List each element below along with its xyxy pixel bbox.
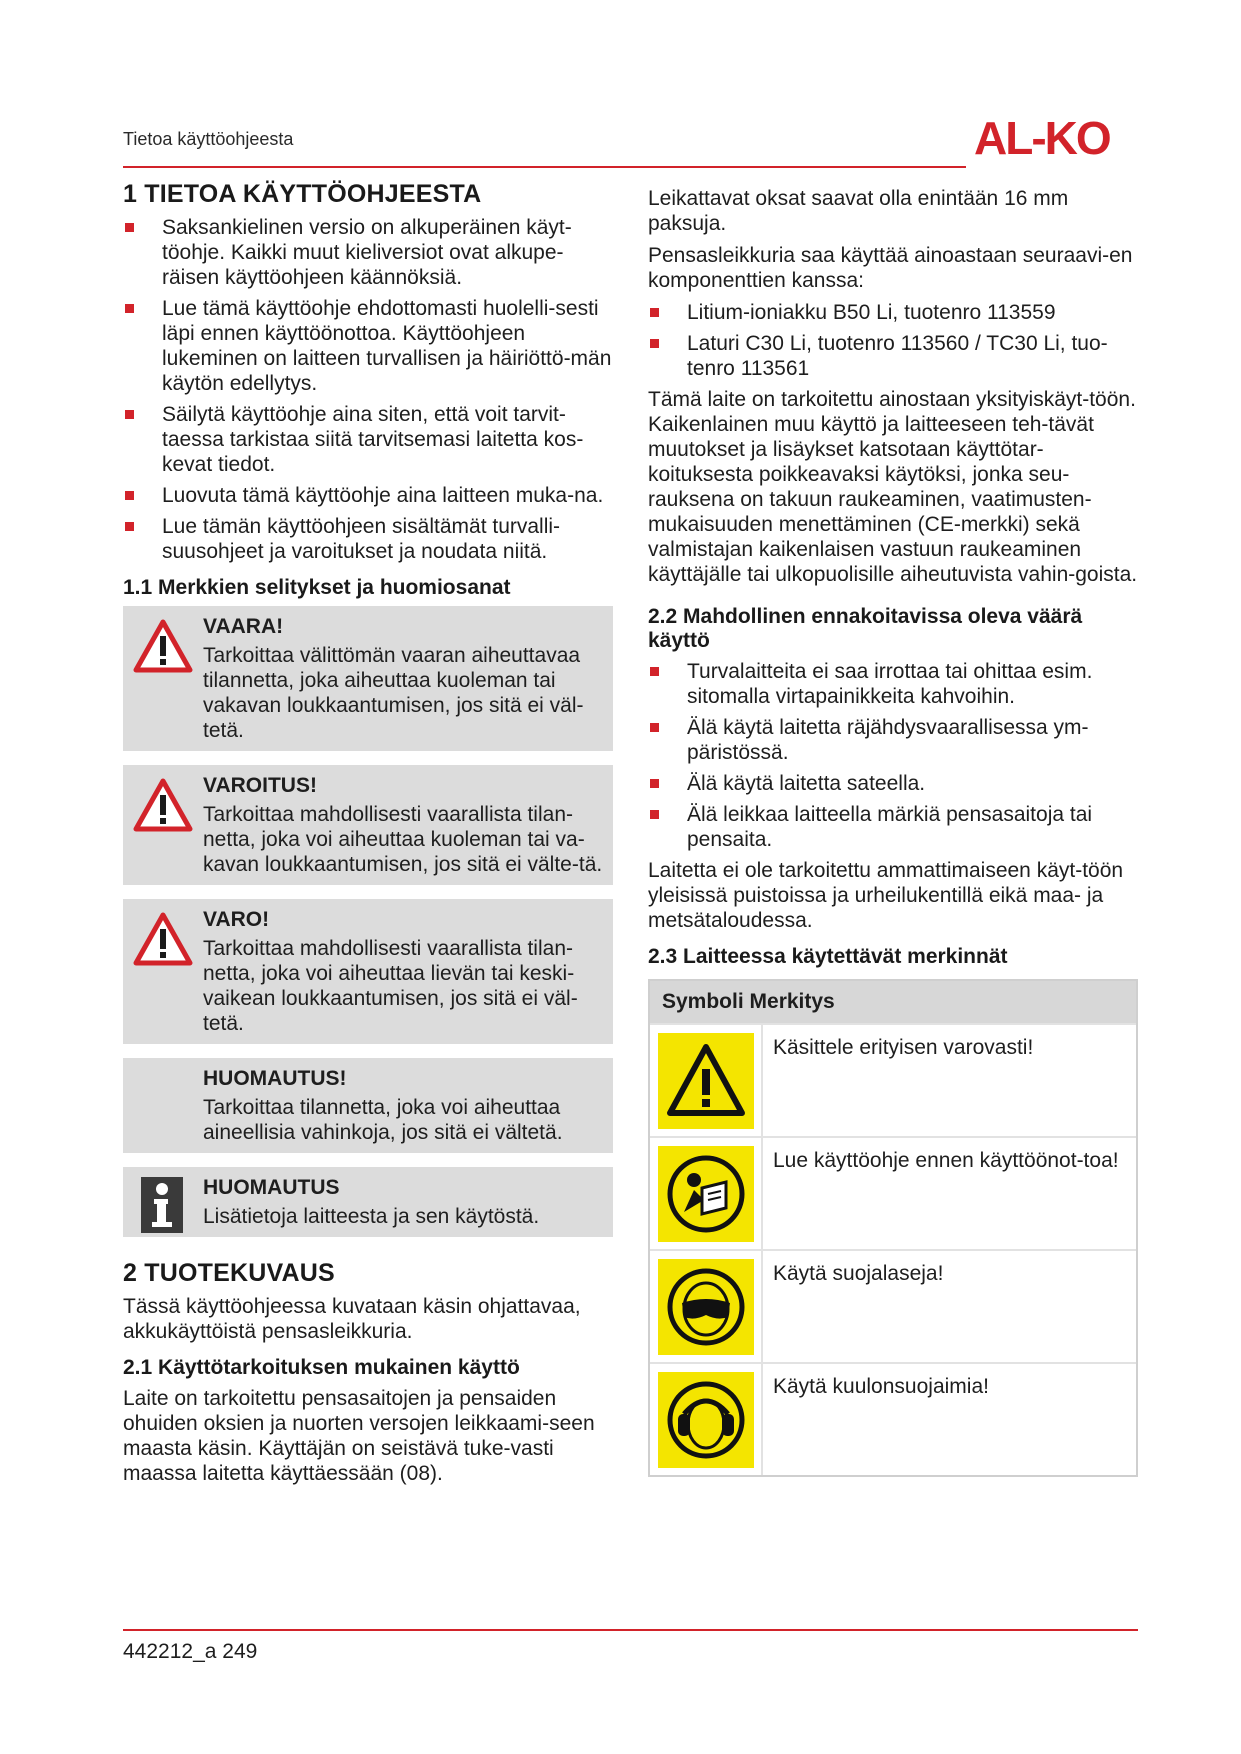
- symbol-meaning: Käsittele erityisen varovasti!: [773, 1036, 1034, 1059]
- section22-title: 2.2 Mahdollinen ennakoitavissa oleva väärä käyttö: [648, 605, 1083, 652]
- notice-note: [123, 1058, 613, 1153]
- table-row: [650, 1023, 1136, 1136]
- section21-title: 2.1 Käyttötarkoituksen mukainen käyttö: [123, 1356, 520, 1379]
- table-header: Symboli Merkitys: [650, 981, 1136, 1023]
- notice-title: VAROITUS!: [203, 774, 317, 797]
- section1-title: 1 TIETOA KÄYTTÖOHJEESTA: [123, 180, 482, 208]
- symbol-meaning: Käytä suojalaseja!: [773, 1262, 944, 1285]
- table-row: [650, 1136, 1136, 1249]
- notice-info: [123, 1167, 613, 1237]
- list-item: Säilytä käyttöohje aina siten, että voit tarvit-taessa tarkistaa siitä tarvitsemasi laitetta kos-kevat tiedot.: [123, 402, 613, 477]
- section2-title: 2 TUOTEKUVAUS: [123, 1259, 335, 1287]
- list-item: Älä käytä laitetta räjähdysvaarallisessa ym-päristössä.: [648, 715, 1138, 765]
- list-item: Älä käytä laitetta sateella.: [648, 771, 1138, 796]
- notice-title: HUOMAUTUS: [203, 1176, 340, 1199]
- list-item: Älä leikkaa laitteella märkiä pensasaitoja tai pensaita.: [648, 802, 1138, 852]
- misuse-list: [648, 659, 1138, 852]
- private-use-text: Tämä laite on tarkoitettu ainostaan yksityiskäyt-töön. Kaikenlainen muu käyttö ja laitteeseen teh-tävät muutokset ja lisäykset katsotaan käyttötar-koituksesta poikkeavaksi käytöksi, jonka seu-rauksena on takuun raukeaminen, vaatimusten-mukaisuuden menettäminen (CE-merkki) sekä valmistajan kaikenlaisen vastuun raukeaminen käyttäjälle tai ulkopuolisille aiheutuvista vahin-goista.: [648, 388, 1138, 586]
- notice-text: Tarkoittaa tilannetta, joka voi aiheuttaa aineellisia vahinkoja, jos sitä ei vältetä.: [203, 1096, 563, 1144]
- right-column: [648, 186, 1138, 1477]
- components-intro-text: Pensasleikkuria saa käyttää ainoastaan seuraavi-en komponenttien kanssa:: [648, 244, 1133, 292]
- section11-title: 1.1 Merkkien selitykset ja huomiosanat: [123, 576, 511, 599]
- header-rule: [123, 166, 966, 168]
- components-list: [648, 300, 1138, 381]
- symbol-meaning: Lue käyttöohje ennen käyttöönot-toa!: [773, 1149, 1119, 1172]
- section21-text: Laite on tarkoitettu pensasaitojen ja pensaiden ohuiden oksien ja nuorten versojen leikkaami-seen maasta käsin. Käyttäjän on seistävä tuke-vasti maassa laitetta käyttäessään (08).: [123, 1387, 595, 1485]
- safety-goggles-icon: [658, 1259, 754, 1355]
- professional-use-text: Laitetta ei ole tarkoitettu ammattimaiseen käyt-töön yleisissä puistoissa ja urheilukentillä eikä maa- ja metsätaloudessa.: [648, 859, 1124, 932]
- caution-triangle-icon: [658, 1033, 754, 1129]
- read-manual-icon: [658, 1146, 754, 1242]
- notice-text: Tarkoittaa mahdollisesti vaarallista tilan-netta, joka voi aiheuttaa lievän tai keski-vaikean loukkaantumisen, jos sitä ei väl-tetä.: [203, 937, 578, 1035]
- notice-text: Lisätietoja laitteesta ja sen käytöstä.: [203, 1205, 540, 1228]
- notice-title: VAARA!: [203, 615, 284, 638]
- branch-thickness-text: Leikattavat oksat saavat olla enintään 16 mm paksuja.: [648, 187, 1069, 235]
- notice-text: Tarkoittaa välittömän vaaran aiheuttavaa tilannetta, joka aiheuttaa kuoleman tai vakavan loukkaantumisen, jos sitä ei väl-tetä.: [203, 644, 584, 742]
- symbols-table: [648, 979, 1138, 1477]
- alko-logo: [972, 112, 1138, 162]
- notice-title: HUOMAUTUS!: [203, 1067, 347, 1090]
- info-icon: [133, 1177, 193, 1233]
- table-row: [650, 1362, 1136, 1475]
- list-item: Lue tämä käyttöohje ehdottomasti huolelli-sesti läpi ennen käyttöönottoa. Käyttöohjeen lukeminen on laitteen turvallisen ja häiriöttö-män käytön edellytys.: [123, 296, 613, 396]
- list-item: Litium-ioniakku B50 Li, tuotenro 113559: [648, 300, 1138, 325]
- notice-caution: [123, 899, 613, 1044]
- symbol-cell: [650, 1025, 763, 1136]
- section23-title: 2.3 Laitteessa käytettävät merkinnät: [648, 945, 1008, 968]
- list-item: Turvalaitteita ei saa irrottaa tai ohittaa esim. sitomalla virtapainikkeita kahvoihin.: [648, 659, 1138, 709]
- list-item: Laturi C30 Li, tuotenro 113560 / TC30 Li, tuo-tenro 113561: [648, 331, 1138, 381]
- left-column: [123, 180, 613, 1493]
- warning-triangle-icon: [133, 618, 193, 674]
- symbol-cell: [650, 1364, 763, 1475]
- notice-text: Tarkoittaa mahdollisesti vaarallista tilan-netta, joka voi aiheuttaa kuoleman tai va-kavan loukkaantumisen, jos sitä ei välte-tä.: [203, 803, 603, 876]
- notice-warning: [123, 765, 613, 885]
- notice-danger: [123, 606, 613, 751]
- section1-bullets: [123, 215, 613, 564]
- svg-text:AL-KO: AL-KO: [974, 112, 1110, 162]
- warning-triangle-icon: [133, 911, 193, 967]
- ear-protection-icon: [658, 1372, 754, 1468]
- table-row: [650, 1249, 1136, 1362]
- symbol-cell: [650, 1138, 763, 1249]
- symbol-cell: [650, 1251, 763, 1362]
- notice-title: VARO!: [203, 908, 270, 931]
- list-item: Luovuta tämä käyttöohje aina laitteen muka-na.: [123, 483, 613, 508]
- list-item: Lue tämän käyttöohjeen sisältämät turvalli-suusohjeet ja varoitukset ja noudata niitä.: [123, 514, 613, 564]
- footer-rule: [123, 1629, 1138, 1631]
- section2-text: Tässä käyttöohjeessa kuvataan käsin ohjattavaa, akkukäyttöistä pensasleikkuria.: [123, 1295, 581, 1343]
- warning-triangle-icon: [133, 777, 193, 833]
- list-item: Saksankielinen versio on alkuperäinen käyt-töohje. Kaikki muut kieliversiot ovat alkupe-räisen käyttöohjeen käännöksiä.: [123, 215, 613, 290]
- page-header-title: Tietoa käyttöohjeesta: [123, 129, 294, 149]
- symbol-meaning: Käytä kuulonsuojaimia!: [773, 1375, 989, 1398]
- page-reference: 442212_a 249: [123, 1640, 258, 1663]
